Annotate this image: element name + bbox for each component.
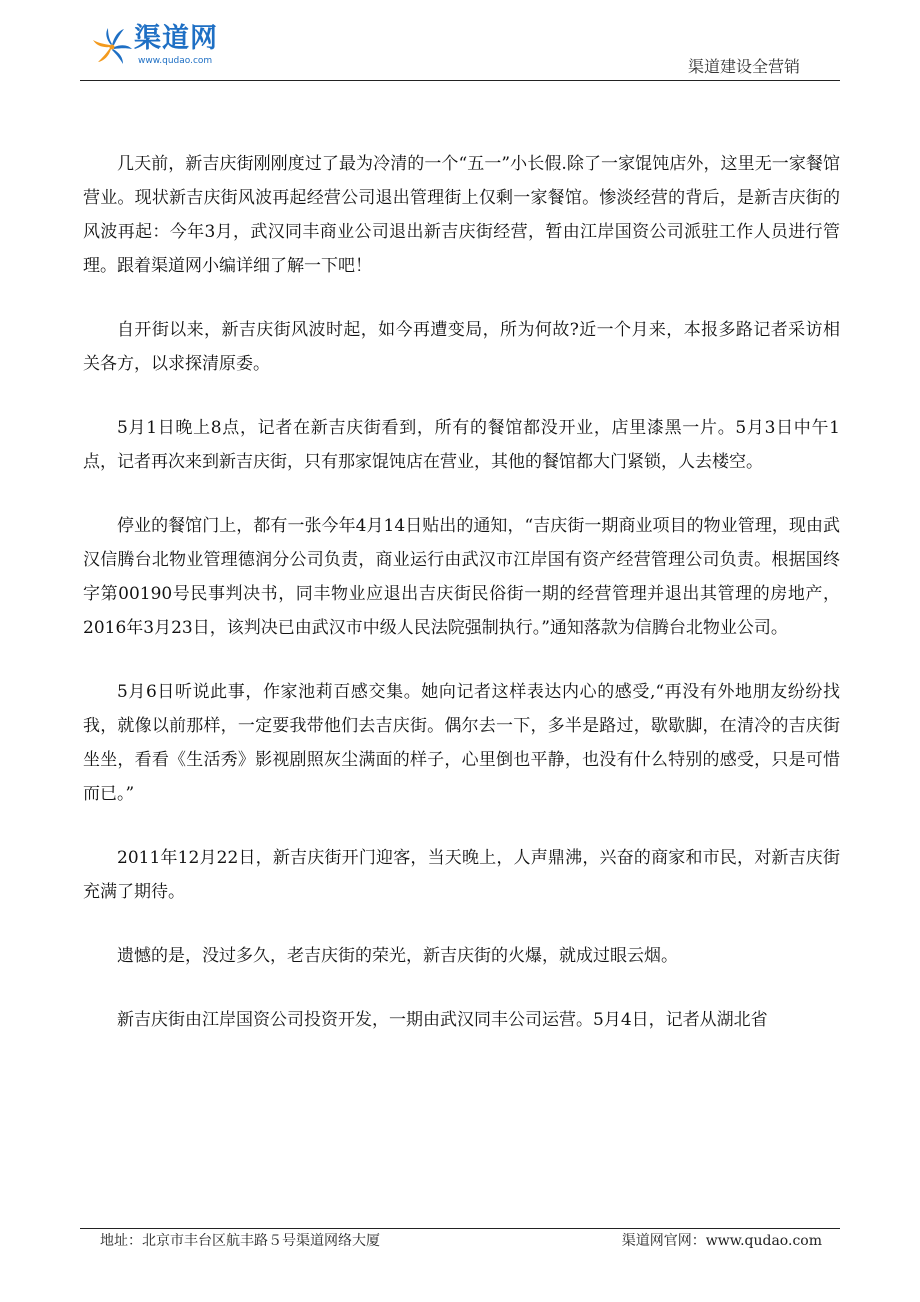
header-divider <box>80 80 840 81</box>
logo-swirl-icon <box>90 24 134 68</box>
article-paragraph: 5月1日晚上8点，记者在新吉庆街看到，所有的餐馆都没开业，店里漆黑一片。5月3日中午1点，记者再次来到新吉庆街，只有那家馄饨店在营业，其他的餐馆都大门紧锁，人去楼空。 <box>83 418 840 472</box>
logo-url: www.qudao.com <box>138 56 213 66</box>
article-paragraph: 遗憾的是，没过多久，老吉庆街的荣光，新吉庆街的火爆，就成过眼云烟。 <box>117 946 678 966</box>
qudao-logo[interactable] <box>90 22 250 74</box>
article-paragraph: 自开街以来，新吉庆街风波时起，如今再遭变局，所为何故?近一个月来，本报多路记者采访相关各方，以求探清原委。 <box>83 320 840 374</box>
header-tagline: 渠道建设全营销 <box>687 57 800 76</box>
footer-address: 地址：北京市丰台区航丰路５号渠道网络大厦 <box>100 1233 380 1249</box>
footer-divider <box>80 1228 840 1229</box>
article-paragraph: 停业的餐馆门上，都有一张今年4月14日贴出的通知，“吉庆街一期商业项目的物业管理，现由武汉信腾台北物业管理德润分公司负责，商业运行由武汉市江岸国有资产经营管理公司负责。根据国终字第00190号民事判决书，同丰物业应退出吉庆街民俗街一期的经营管理并退出其管理的房地产，2016年3月23日，该判决已由武汉市中级人民法院强制执行。”通知落款为信腾台北物业公司。 <box>83 516 840 638</box>
page-header <box>0 0 920 84</box>
article-body <box>83 147 840 1067</box>
article-paragraph: 5月6日听说此事，作家池莉百感交集。她向记者这样表达内心的感受,“再没有外地朋友纷纷找我，就像以前那样，一定要我带他们去吉庆街。偶尔去一下，多半是路过，歇歇脚，在清冷的吉庆街坐坐，看看《生活秀》影视剧照灰尘满面的样子，心里倒也平静，也没有什么特别的感受，只是可惜而已。” <box>83 682 840 804</box>
article-paragraph: 新吉庆街由江岸国资公司投资开发，一期由武汉同丰公司运营。5月4日，记者从湖北省 <box>117 1010 768 1030</box>
article-paragraph: 2011年12月22日，新吉庆街开门迎客，当天晚上，人声鼎沸，兴奋的商家和市民，对新吉庆街充满了期待。 <box>83 848 840 902</box>
footer-website[interactable]: 渠道网官网：www.qudao.com <box>621 1233 822 1249</box>
logo-wordmark: 渠道网 <box>134 23 218 54</box>
article-paragraph: 几天前，新吉庆街刚刚度过了最为冷清的一个“五一”小长假.除了一家馄饨店外，这里无一家餐馆营业。现状新吉庆街风波再起经营公司退出管理街上仅剩一家餐馆。惨淡经营的背后，是新吉庆街的风波再起：今年3月，武汉同丰商业公司退出新吉庆街经营，暂由江岸国资公司派驻工作人员进行管理。跟着渠道网小编详细了解一下吧！ <box>83 154 840 276</box>
